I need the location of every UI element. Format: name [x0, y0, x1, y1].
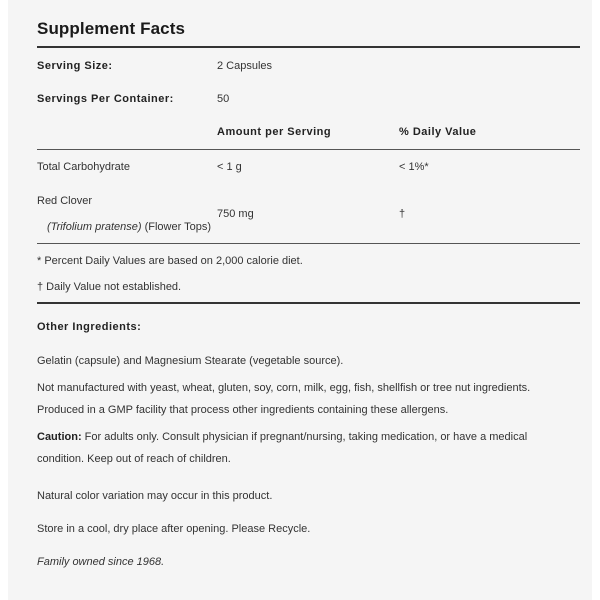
family-owned-note: Family owned since 1968. [37, 556, 165, 568]
ingredients-line: Gelatin (capsule) and Magnesium Stearate (vegetable source). [37, 355, 344, 367]
row-amount: < 1 g [217, 161, 242, 173]
storage-note: Store in a cool, dry place after opening. Please Recycle. [37, 523, 311, 535]
row-subname-italic: (Trifolium pratense) [47, 221, 142, 233]
header-divider [37, 149, 580, 150]
row-daily-value: < 1%* [399, 161, 429, 173]
row-name: Red Clover [37, 195, 93, 207]
servings-per-container-label: Servings Per Container: [37, 93, 174, 105]
gmp-statement: Produced in a GMP facility that process other ingredients containing these allergens. [37, 404, 449, 416]
row-daily-value: † [399, 208, 406, 220]
rows-divider [37, 243, 580, 244]
row-subname [47, 220, 211, 234]
footnote: * Percent Daily Values are based on 2,000 calorie diet. [37, 255, 303, 267]
caution-paragraph [37, 426, 577, 470]
servings-per-container-value: 50 [217, 93, 230, 105]
other-ingredients-heading: Other Ingredients: [37, 321, 142, 333]
row-subname-rest: (Flower Tops) [141, 221, 212, 233]
footnote: † Daily Value not established. [37, 281, 182, 293]
amount-column-header: Amount per Serving [217, 126, 332, 138]
supplement-facts-panel [8, 0, 592, 600]
caution-text: For adults only. Consult physician if pregnant/nursing, taking medication, or have a medical condition. Keep out of reach of children. [37, 431, 528, 465]
color-variation-note: Natural color variation may occur in this product. [37, 490, 273, 502]
serving-size-value: 2 Capsules [217, 60, 273, 72]
daily-value-column-header: % Daily Value [399, 126, 477, 138]
allergen-statement: Not manufactured with yeast, wheat, gluten, soy, corn, milk, egg, fish, shellfish or tree nut ingredients. [37, 382, 531, 394]
footnotes-divider [37, 302, 580, 304]
caution-label: Caution: [37, 431, 82, 443]
row-amount: 750 mg [217, 208, 254, 220]
serving-size-label: Serving Size: [37, 60, 113, 72]
panel-title: Supplement Facts [37, 19, 186, 38]
title-divider [37, 46, 580, 48]
row-name: Total Carbohydrate [37, 161, 130, 173]
